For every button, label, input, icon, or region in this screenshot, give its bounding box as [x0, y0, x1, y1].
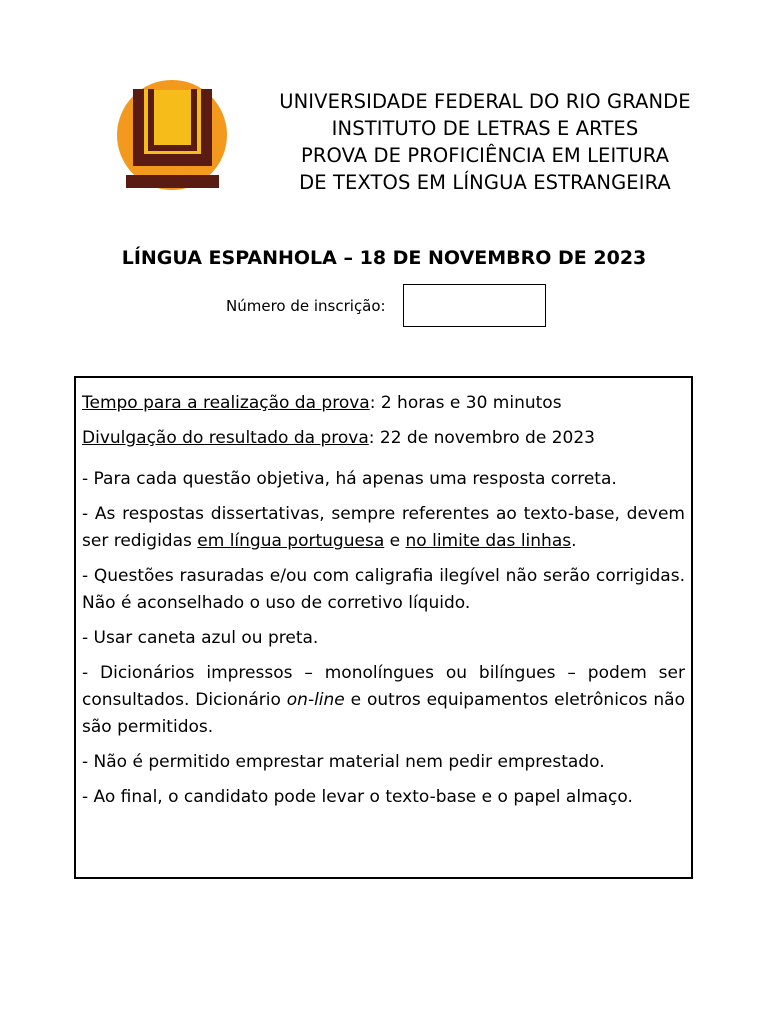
rule-item: - Não é permitido emprestar material nem pedir emprestado. [82, 752, 605, 772]
result-date-value: : 22 de novembro de 2023 [368, 428, 595, 448]
header-line-exam: PROVA DE PROFICIÊNCIA EM LEITURA [300, 144, 670, 167]
rule-item [82, 660, 685, 741]
header-line-exam-cont: DE TEXTOS EM LÍNGUA ESTRANGEIRA [299, 171, 671, 194]
rule-item: - Para cada questão objetiva, há apenas uma resposta correta. [82, 469, 617, 489]
rule-emphasis: em língua portuguesa [197, 531, 385, 551]
registration-number-field[interactable] [403, 284, 546, 327]
rule-text: e [384, 531, 406, 551]
rule-text: e outros equipamentos eletrônicos não são permitidos. [82, 690, 686, 737]
header-line-university: UNIVERSIDADE FEDERAL DO RIO GRANDE [279, 90, 691, 113]
rule-item: - Ao final, o candidato pode levar o texto-base e o papel almaço. [82, 787, 633, 807]
rule-text: . [571, 531, 577, 551]
registration-number-label: Número de inscrição: [226, 297, 386, 315]
rule-text: - As respostas dissertativas, sempre referentes ao texto-base, devem ser redigidas [82, 504, 685, 551]
rule-text: - Dicionários impressos – monolíngues ou bilíngues – podem ser consultados. Dicionário [82, 663, 685, 710]
rule-item [82, 501, 685, 555]
rule-emphasis: on-line [286, 690, 345, 710]
instructions-box [74, 376, 693, 879]
exam-duration-label: Tempo para a realização da prova [82, 393, 370, 413]
result-date [82, 425, 685, 452]
exam-subtitle: LÍNGUA ESPANHOLA – 18 DE NOVEMBRO DE 2023 [121, 247, 647, 269]
rule-item: - Questões rasuradas e/ou com caligrafia ilegível não serão corrigidas. Não é aconselhado o uso de corretivo líquido. [82, 566, 685, 613]
rule-item: - Usar caneta azul ou preta. [82, 628, 319, 648]
header-line-institute: INSTITUTO DE LETRAS E ARTES [331, 117, 639, 140]
university-logo [110, 67, 235, 200]
rule-emphasis: no limite das linhas [405, 531, 572, 551]
exam-duration-value: : 2 horas e 30 minutos [369, 393, 562, 413]
institution-header [262, 88, 708, 196]
result-date-label: Divulgação do resultado da prova [82, 428, 369, 448]
exam-duration [82, 390, 685, 417]
